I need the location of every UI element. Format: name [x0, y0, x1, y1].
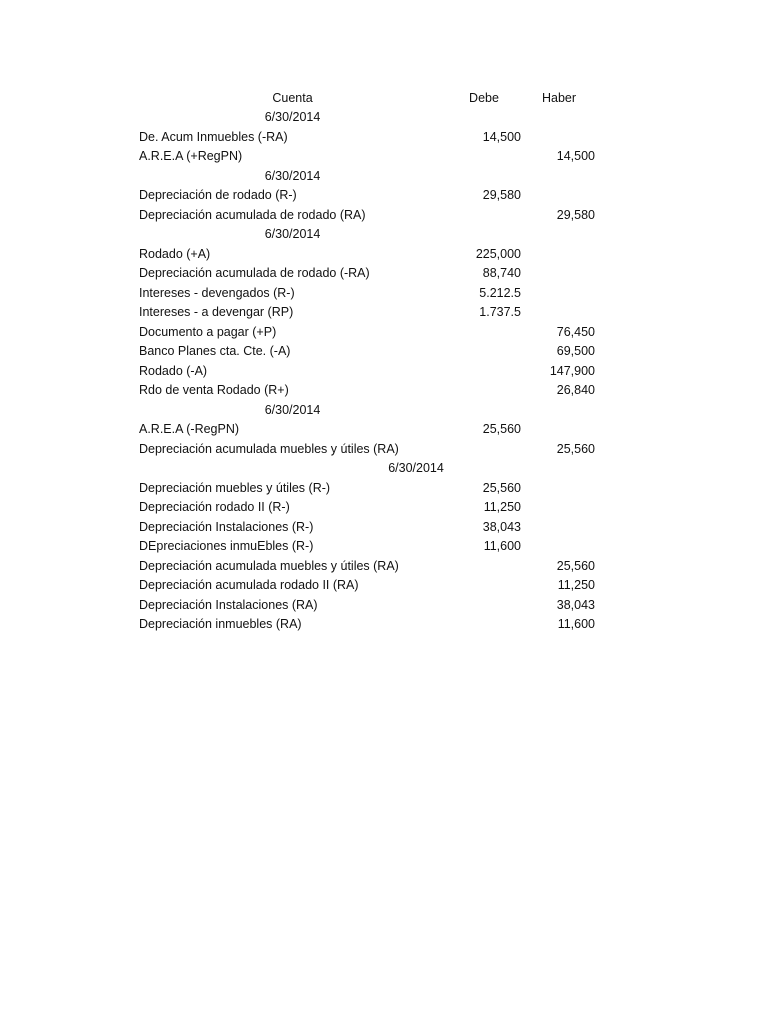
entry-line-row [0, 479, 768, 499]
header-haber: Haber [541, 91, 577, 105]
debe-amount: 14,500 [482, 129, 521, 144]
entry-date: 6/30/2014 [264, 110, 321, 124]
entry-line-row [0, 596, 768, 616]
account-name: Depreciación acumulada de rodado (-RA) [139, 266, 370, 280]
haber-amount: 11,600 [557, 617, 595, 631]
header-row [0, 89, 768, 109]
entry-line-row [0, 518, 768, 538]
account-name: Depreciación Instalaciones (R-) [139, 519, 314, 534]
debe-amount: 25,560 [482, 422, 521, 436]
entry-date-row [0, 167, 768, 187]
entry-line-row [0, 323, 768, 343]
account-name: Depreciación acumulada rodado II (RA) [139, 578, 359, 592]
entry-line-row [0, 342, 768, 362]
entry-line-row [0, 206, 768, 226]
account-name: A.R.E.A (-RegPN) [139, 422, 240, 436]
account-name: Intereses - devengados (R-) [139, 285, 295, 300]
haber-amount: 11,250 [557, 578, 595, 592]
entry-date-row [0, 225, 768, 245]
haber-amount: 147,900 [549, 363, 595, 378]
account-name: Rdo de venta Rodado (R+) [139, 383, 289, 397]
entry-line-row [0, 303, 768, 323]
entry-line-row [0, 128, 768, 148]
entry-date-row [0, 108, 768, 128]
account-name: Banco Planes cta. Cte. (-A) [139, 344, 291, 358]
haber-amount: 38,043 [556, 597, 595, 612]
entry-line-row [0, 498, 768, 518]
debe-amount: 29,580 [482, 188, 521, 202]
header-cuenta: Cuenta [272, 91, 313, 105]
account-name: Depreciación inmuebles (RA) [139, 617, 302, 631]
entry-line-row [0, 420, 768, 440]
entry-date: 6/30/2014 [264, 227, 321, 241]
entry-line-row [0, 576, 768, 596]
account-name: DEpreciaciones inmuEbles (R-) [139, 539, 314, 553]
debe-amount: 1.737.5 [479, 305, 521, 319]
entry-line-row [0, 440, 768, 460]
entry-line-row [0, 537, 768, 557]
haber-amount: 25,560 [556, 558, 595, 573]
account-name: A.R.E.A (+RegPN) [139, 149, 243, 163]
haber-amount: 76,450 [556, 324, 595, 339]
haber-amount: 25,560 [556, 441, 595, 456]
entry-line-row [0, 557, 768, 577]
account-name: Rodado (-A) [139, 363, 208, 378]
debe-amount: 88,740 [482, 266, 521, 280]
haber-amount: 69,500 [556, 344, 595, 358]
debe-amount: 38,043 [482, 519, 521, 534]
entry-line-row [0, 362, 768, 382]
entry-date-row [0, 459, 768, 479]
account-name: Depreciación acumulada muebles y útiles (RA) [139, 558, 399, 573]
entry-line-row [0, 147, 768, 167]
entry-line-row [0, 284, 768, 304]
entry-date: 6/30/2014 [264, 402, 321, 417]
haber-amount: 26,840 [556, 383, 595, 397]
header-debe: Debe [469, 91, 499, 105]
account-name: Depreciación muebles y útiles (R-) [139, 480, 331, 495]
entry-line-row [0, 245, 768, 265]
account-name: Depreciación de rodado (R-) [139, 188, 297, 202]
account-name: Rodado (+A) [139, 246, 211, 261]
entry-line-row [0, 264, 768, 284]
account-name: Depreciación Instalaciones (RA) [139, 597, 318, 612]
account-name: Depreciación acumulada muebles y útiles (RA) [139, 441, 399, 456]
entry-date: 6/30/2014 [264, 168, 321, 183]
account-name: De. Acum Inmuebles (-RA) [139, 129, 288, 144]
debe-amount: 5.212.5 [479, 285, 521, 300]
entry-date: 6/30/2014 [388, 461, 444, 475]
account-name: Depreciación rodado II (R-) [139, 500, 290, 514]
debe-amount: 11,250 [483, 500, 521, 514]
debe-amount: 225,000 [475, 246, 521, 261]
account-name: Documento a pagar (+P) [139, 324, 277, 339]
entry-line-row [0, 186, 768, 206]
entry-line-row [0, 615, 768, 635]
entry-date-row [0, 401, 768, 421]
account-name: Intereses - a devengar (RP) [139, 305, 294, 319]
haber-amount: 29,580 [556, 207, 595, 222]
haber-amount: 14,500 [556, 149, 595, 163]
entry-line-row [0, 381, 768, 401]
debe-amount: 25,560 [482, 480, 521, 495]
debe-amount: 11,600 [483, 539, 521, 553]
account-name: Depreciación acumulada de rodado (RA) [139, 207, 366, 222]
